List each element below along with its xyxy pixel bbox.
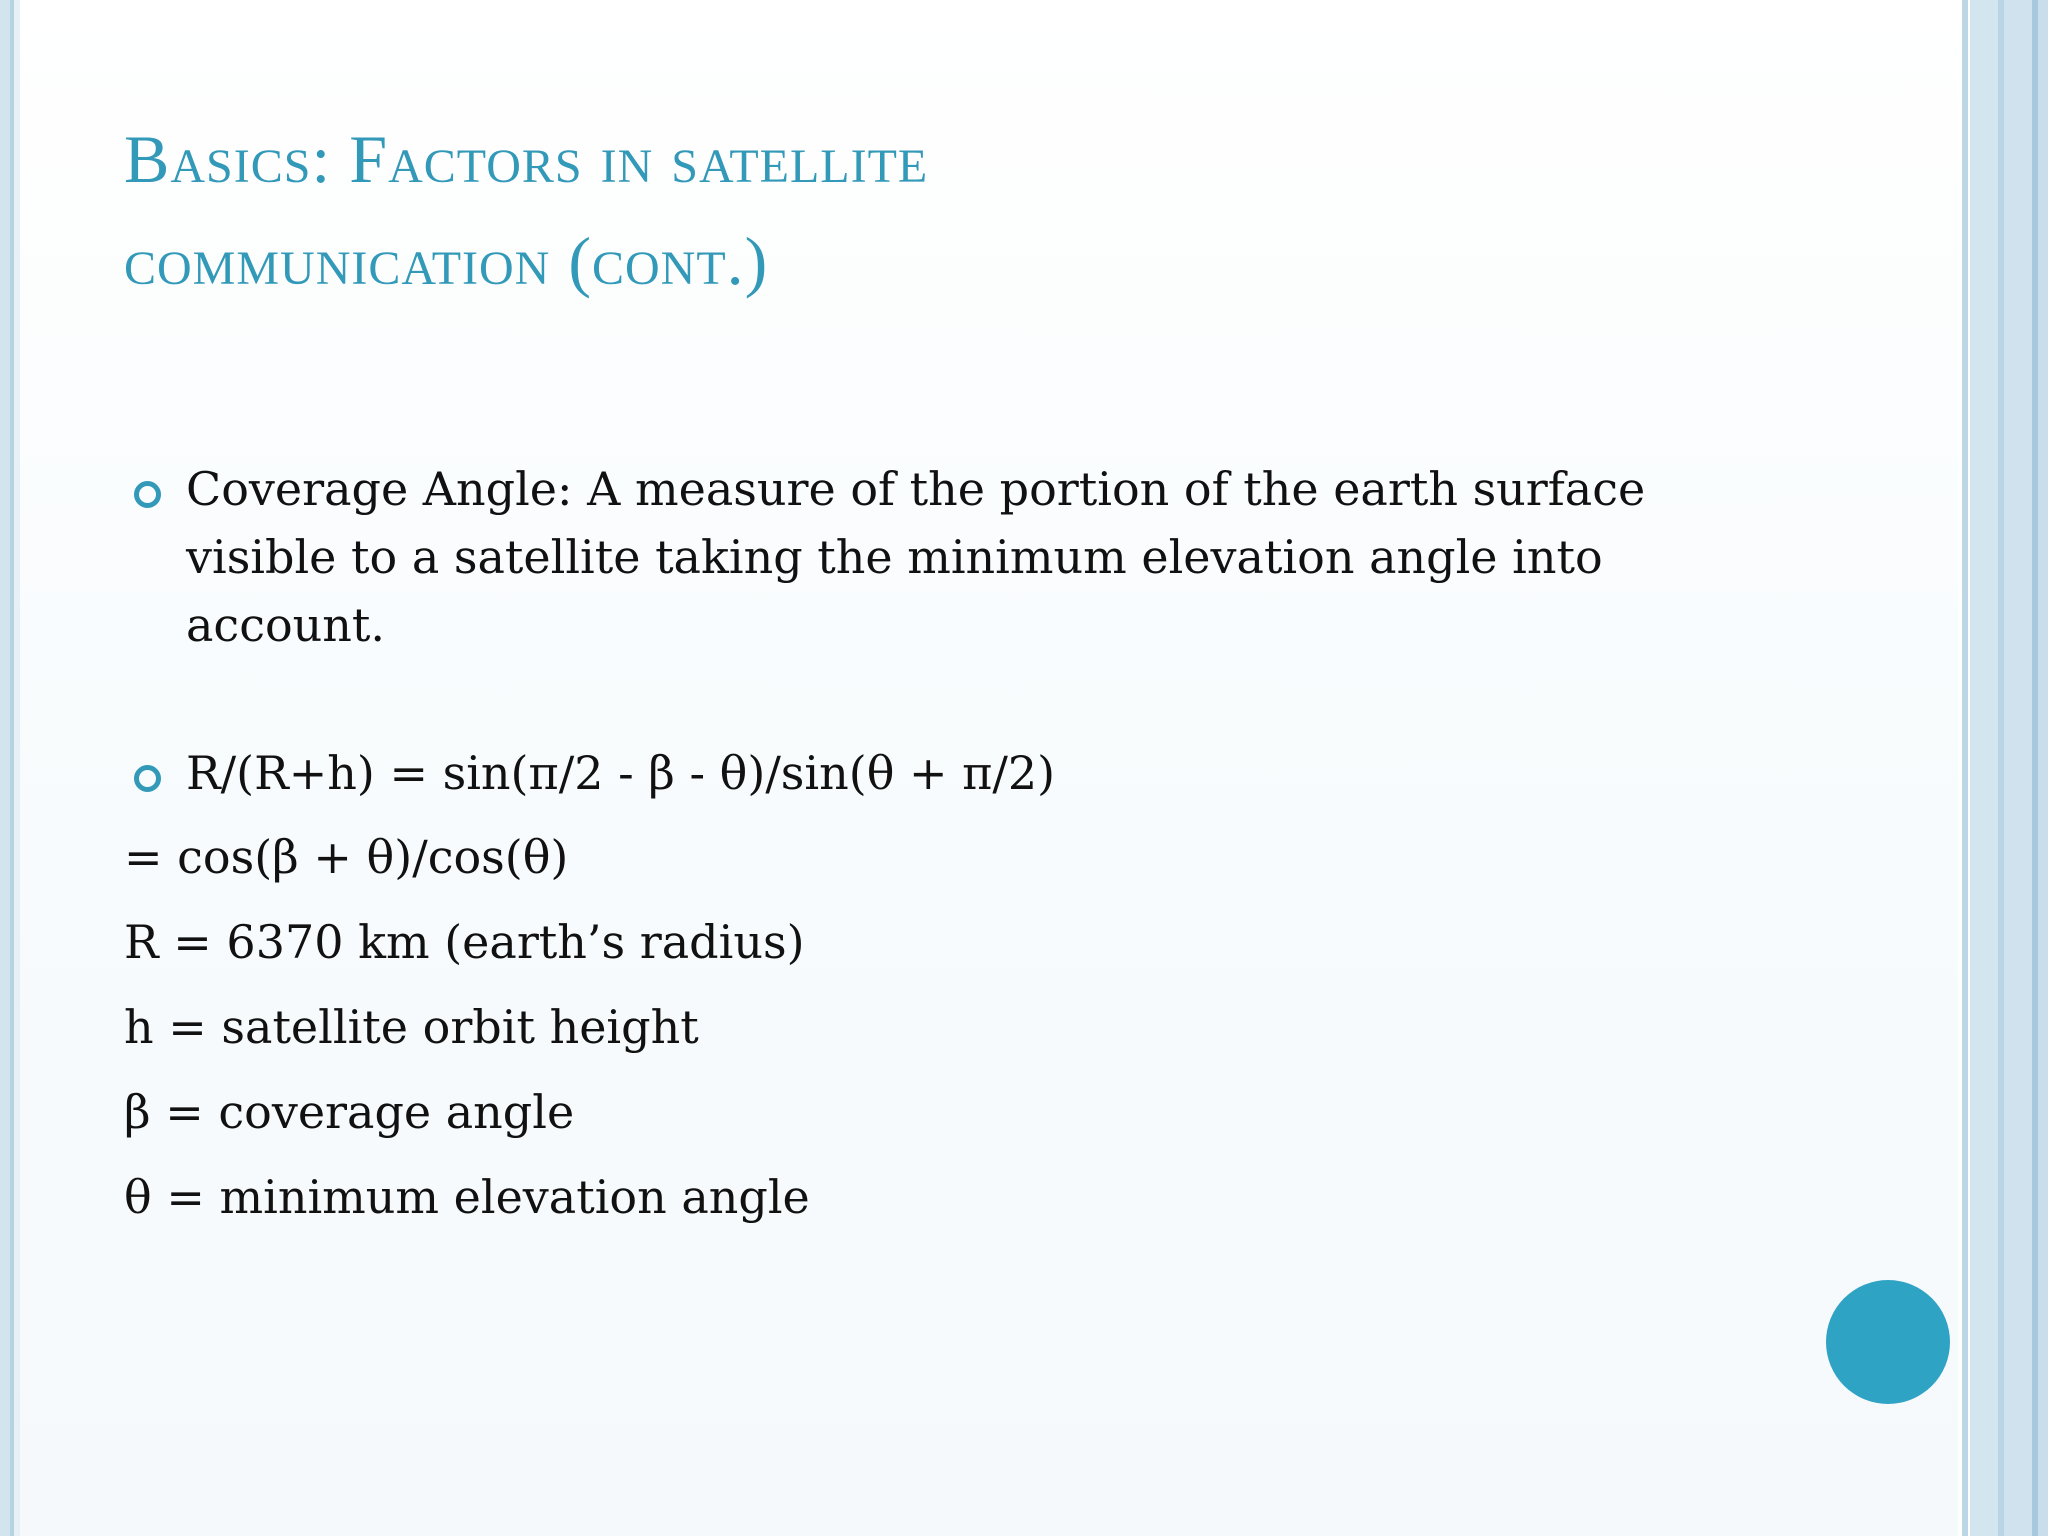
slide-title-line-2: communication (cont.) [124,223,769,299]
slide-title [124,108,1844,312]
decorative-circle-icon [1826,1280,1950,1404]
bullet-circle-icon [134,765,161,792]
bullet-text: Coverage Angle: A measure of the portion of the earth surface visible to a satellite taking the minimum elevation angle into account. [186,462,1646,652]
definition-earth-radius: R = 6370 km (earth’s radius) [124,915,805,969]
left-border-decoration [0,0,20,1536]
definition-coverage-angle: β = coverage angle [124,1085,575,1139]
formula-line-cos: = cos(β + θ)/cos(θ) [124,830,569,884]
definition-orbit-height: h = satellite orbit height [124,1000,699,1054]
definition-elevation-angle: θ = minimum elevation angle [124,1170,810,1224]
formula-definitions [124,815,1764,1240]
content-list [124,455,1764,1240]
bullet-text: R/(R+h) = sin(π/2 - β - θ)/sin(θ + π/2) [186,746,1056,800]
bullet-item-formula [124,739,1764,807]
bullet-circle-icon [134,481,161,508]
slide-title-line-1: Basics: Factors in satellite [124,121,929,197]
bullet-item-coverage-angle [124,455,1764,659]
right-border-decoration [1958,0,2048,1536]
